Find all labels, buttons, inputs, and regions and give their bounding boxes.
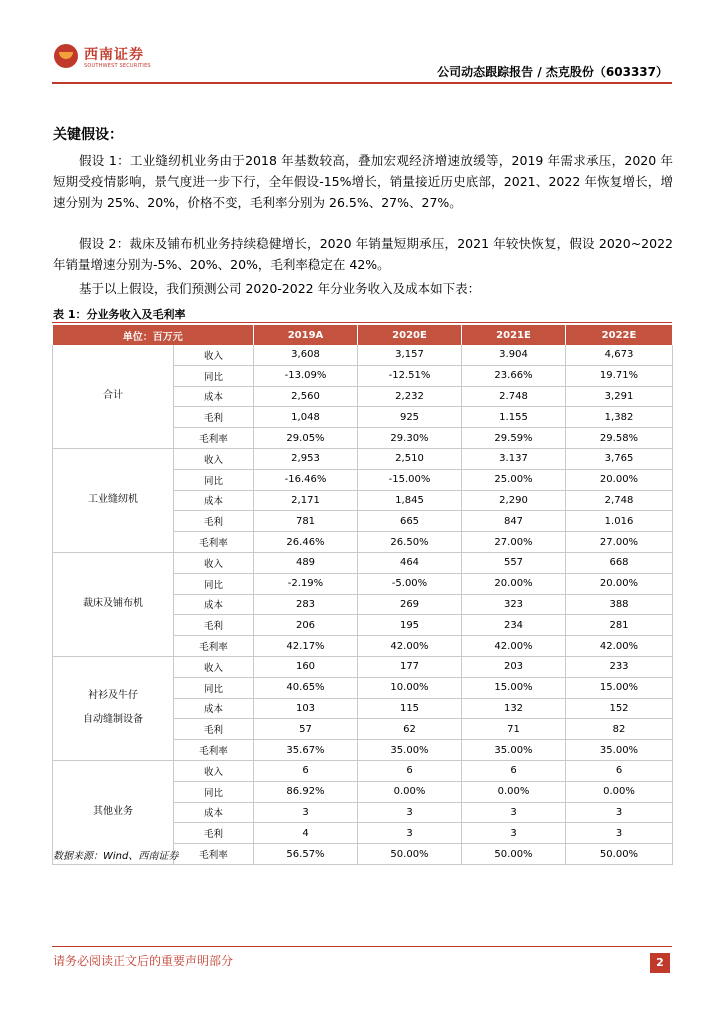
forecast-intro-paragraph bbox=[53, 278, 673, 299]
value-cell: 847 bbox=[462, 511, 566, 532]
value-cell: 1,048 bbox=[254, 407, 358, 428]
value-cell: 925 bbox=[358, 407, 462, 428]
value-cell: 4,673 bbox=[566, 345, 673, 365]
value-cell: 323 bbox=[462, 594, 566, 615]
value-cell: 82 bbox=[566, 719, 673, 740]
value-cell: 3 bbox=[566, 802, 673, 823]
value-cell: 35.67% bbox=[254, 740, 358, 761]
page-number: 2 bbox=[650, 953, 670, 973]
table-header-unit: 单位：百万元 bbox=[53, 325, 254, 345]
value-cell: 42.00% bbox=[462, 636, 566, 657]
metric-label-cell: 毛利率 bbox=[174, 428, 254, 449]
metric-label-cell: 毛利 bbox=[174, 407, 254, 428]
value-cell: 0.00% bbox=[566, 781, 673, 802]
value-cell: 26.50% bbox=[358, 532, 462, 553]
segment-name-line: 其他业务 bbox=[93, 806, 133, 818]
value-cell: 3.137 bbox=[462, 448, 566, 469]
section-title: 关键假设： bbox=[53, 127, 123, 143]
value-cell: 26.46% bbox=[254, 532, 358, 553]
table-title: 表 1：分业务收入及毛利率 bbox=[53, 308, 186, 321]
value-cell: 29.05% bbox=[254, 428, 358, 449]
value-cell: 177 bbox=[358, 656, 462, 677]
footer-disclaimer: 请务必阅读正文后的重要声明部分 bbox=[53, 954, 234, 968]
metric-label-cell: 毛利 bbox=[174, 615, 254, 636]
metric-label-cell: 毛利 bbox=[174, 719, 254, 740]
value-cell: 6 bbox=[462, 760, 566, 781]
value-cell: 27.00% bbox=[566, 532, 673, 553]
value-cell: 1,382 bbox=[566, 407, 673, 428]
value-cell: 388 bbox=[566, 594, 673, 615]
metric-label-cell: 成本 bbox=[174, 698, 254, 719]
value-cell: 0.00% bbox=[462, 781, 566, 802]
value-cell: 3,765 bbox=[566, 448, 673, 469]
table-header-row bbox=[53, 325, 673, 345]
value-cell: 3,157 bbox=[358, 345, 462, 365]
value-cell: 557 bbox=[462, 552, 566, 573]
metric-label-cell: 成本 bbox=[174, 802, 254, 823]
value-cell: 40.65% bbox=[254, 677, 358, 698]
value-cell: 3.904 bbox=[462, 345, 566, 365]
report-title: 公司动态跟踪报告 / 杰克股份（603337） bbox=[437, 65, 668, 79]
value-cell: 62 bbox=[358, 719, 462, 740]
value-cell: 781 bbox=[254, 511, 358, 532]
assumption-1-text: 假设 1：工业缝纫机业务由于2018 年基数较高，叠加宏观经济增速放缓等，2019 年需求承压，2020 年短期受疫情影响，景气度进一步下行，全年假设-15%增长，销量接近历史底部，2021、2022 年恢复增长，增速分别为 25%、20%，价格不变，毛利率分别为 26.5%、27%、27%。 bbox=[53, 153, 673, 210]
value-cell: 42.00% bbox=[358, 636, 462, 657]
value-cell: 3 bbox=[566, 823, 673, 844]
value-cell: 234 bbox=[462, 615, 566, 636]
value-cell: 3,291 bbox=[566, 386, 673, 407]
segment-name-cell bbox=[53, 552, 174, 656]
metric-label-cell: 同比 bbox=[174, 469, 254, 490]
value-cell: 2,232 bbox=[358, 386, 462, 407]
value-cell: 4 bbox=[254, 823, 358, 844]
assumption-2-text: 假设 2：裁床及铺布机业务持续稳健增长，2020 年销量短期承压，2021 年较快恢复，假设 2020~2022 年销量增速分别为-5%、20%、20%，毛利率稳定在 42%。 bbox=[53, 236, 673, 272]
table-row bbox=[53, 448, 673, 469]
metric-label-cell: 同比 bbox=[174, 677, 254, 698]
value-cell: -5.00% bbox=[358, 573, 462, 594]
value-cell: -15.00% bbox=[358, 469, 462, 490]
segment-name-line: 工业缝纫机 bbox=[88, 494, 138, 506]
metric-label-cell: 毛利率 bbox=[174, 844, 254, 865]
value-cell: 29.59% bbox=[462, 428, 566, 449]
value-cell: 3,608 bbox=[254, 345, 358, 365]
value-cell: 50.00% bbox=[462, 844, 566, 865]
table-header-2020e: 2020E bbox=[358, 325, 462, 345]
forecast-intro-text: 基于以上假设，我们预测公司 2020-2022 年分业务收入及成本如下表： bbox=[79, 281, 481, 296]
value-cell: 3 bbox=[254, 802, 358, 823]
value-cell: 2.748 bbox=[462, 386, 566, 407]
value-cell: 27.00% bbox=[462, 532, 566, 553]
value-cell: 206 bbox=[254, 615, 358, 636]
value-cell: 1.016 bbox=[566, 511, 673, 532]
value-cell: 0.00% bbox=[358, 781, 462, 802]
value-cell: -12.51% bbox=[358, 365, 462, 386]
assumption-1-paragraph bbox=[53, 150, 673, 213]
segment-name-line: 衬衫及牛仔 bbox=[88, 690, 138, 702]
value-cell: 203 bbox=[462, 656, 566, 677]
metric-label-cell: 毛利率 bbox=[174, 636, 254, 657]
value-cell: 6 bbox=[566, 760, 673, 781]
value-cell: 3 bbox=[462, 823, 566, 844]
value-cell: 56.57% bbox=[254, 844, 358, 865]
value-cell: 2,510 bbox=[358, 448, 462, 469]
metric-label-cell: 同比 bbox=[174, 573, 254, 594]
value-cell: 23.66% bbox=[462, 365, 566, 386]
table-header-2021e: 2021E bbox=[462, 325, 566, 345]
value-cell: 6 bbox=[254, 760, 358, 781]
value-cell: 50.00% bbox=[358, 844, 462, 865]
metric-label-cell: 毛利 bbox=[174, 823, 254, 844]
table-header-2022e: 2022E bbox=[566, 325, 673, 345]
value-cell: 10.00% bbox=[358, 677, 462, 698]
value-cell: 3 bbox=[462, 802, 566, 823]
assumption-2-paragraph bbox=[53, 233, 673, 275]
value-cell: 15.00% bbox=[566, 677, 673, 698]
value-cell: 20.00% bbox=[566, 573, 673, 594]
value-cell: 42.00% bbox=[566, 636, 673, 657]
header-divider bbox=[52, 82, 672, 84]
metric-label-cell: 收入 bbox=[174, 345, 254, 365]
table-title-divider bbox=[52, 322, 672, 323]
value-cell: 29.30% bbox=[358, 428, 462, 449]
value-cell: 3 bbox=[358, 823, 462, 844]
value-cell: 233 bbox=[566, 656, 673, 677]
value-cell: 20.00% bbox=[566, 469, 673, 490]
company-logo bbox=[54, 42, 174, 74]
value-cell: 269 bbox=[358, 594, 462, 615]
value-cell: 42.17% bbox=[254, 636, 358, 657]
value-cell: 19.71% bbox=[566, 365, 673, 386]
metric-label-cell: 同比 bbox=[174, 781, 254, 802]
value-cell: 464 bbox=[358, 552, 462, 573]
metric-label-cell: 收入 bbox=[174, 760, 254, 781]
value-cell: 3 bbox=[358, 802, 462, 823]
value-cell: 71 bbox=[462, 719, 566, 740]
table-header-2019a: 2019A bbox=[254, 325, 358, 345]
table-row bbox=[53, 552, 673, 573]
table-row bbox=[53, 345, 673, 365]
metric-label-cell: 毛利率 bbox=[174, 532, 254, 553]
value-cell: 35.00% bbox=[358, 740, 462, 761]
segment-name-line: 裁床及铺布机 bbox=[83, 598, 143, 610]
metric-label-cell: 收入 bbox=[174, 656, 254, 677]
value-cell: 132 bbox=[462, 698, 566, 719]
value-cell: 29.58% bbox=[566, 428, 673, 449]
value-cell: 668 bbox=[566, 552, 673, 573]
value-cell: 103 bbox=[254, 698, 358, 719]
metric-label-cell: 同比 bbox=[174, 365, 254, 386]
value-cell: 35.00% bbox=[462, 740, 566, 761]
value-cell: 6 bbox=[358, 760, 462, 781]
value-cell: 57 bbox=[254, 719, 358, 740]
value-cell: 2,748 bbox=[566, 490, 673, 511]
segment-name-cell bbox=[53, 656, 174, 760]
footer-divider bbox=[52, 946, 672, 947]
value-cell: 15.00% bbox=[462, 677, 566, 698]
value-cell: 160 bbox=[254, 656, 358, 677]
value-cell: 665 bbox=[358, 511, 462, 532]
table-source-note: 数据来源：Wind、西南证券 bbox=[53, 851, 179, 862]
metric-label-cell: 成本 bbox=[174, 386, 254, 407]
value-cell: 489 bbox=[254, 552, 358, 573]
value-cell: 152 bbox=[566, 698, 673, 719]
logo-chinese-name: 西南证券 bbox=[84, 47, 144, 63]
value-cell: 1.155 bbox=[462, 407, 566, 428]
value-cell: 2,953 bbox=[254, 448, 358, 469]
segment-revenue-table bbox=[52, 325, 673, 865]
value-cell: -2.19% bbox=[254, 573, 358, 594]
metric-label-cell: 收入 bbox=[174, 448, 254, 469]
table-row bbox=[53, 656, 673, 677]
segment-name-cell bbox=[53, 345, 174, 448]
metric-label-cell: 收入 bbox=[174, 552, 254, 573]
table-row bbox=[53, 760, 673, 781]
value-cell: 283 bbox=[254, 594, 358, 615]
value-cell: -13.09% bbox=[254, 365, 358, 386]
value-cell: 195 bbox=[358, 615, 462, 636]
value-cell: 86.92% bbox=[254, 781, 358, 802]
metric-label-cell: 成本 bbox=[174, 490, 254, 511]
value-cell: 281 bbox=[566, 615, 673, 636]
value-cell: 25.00% bbox=[462, 469, 566, 490]
page-header bbox=[0, 0, 724, 90]
segment-name-cell bbox=[53, 448, 174, 552]
value-cell: 2,560 bbox=[254, 386, 358, 407]
value-cell: 35.00% bbox=[566, 740, 673, 761]
metric-label-cell: 成本 bbox=[174, 594, 254, 615]
logo-icon bbox=[54, 44, 78, 68]
segment-name-line: 合计 bbox=[103, 390, 123, 402]
value-cell: 20.00% bbox=[462, 573, 566, 594]
segment-name-line: 自动缝制设备 bbox=[83, 714, 143, 726]
logo-english-name: SOUTHWEST SECURITIES bbox=[84, 63, 151, 69]
value-cell: 2,290 bbox=[462, 490, 566, 511]
value-cell: 115 bbox=[358, 698, 462, 719]
value-cell: -16.46% bbox=[254, 469, 358, 490]
metric-label-cell: 毛利 bbox=[174, 511, 254, 532]
value-cell: 50.00% bbox=[566, 844, 673, 865]
value-cell: 1,845 bbox=[358, 490, 462, 511]
metric-label-cell: 毛利率 bbox=[174, 740, 254, 761]
table-body bbox=[53, 345, 673, 864]
value-cell: 2,171 bbox=[254, 490, 358, 511]
